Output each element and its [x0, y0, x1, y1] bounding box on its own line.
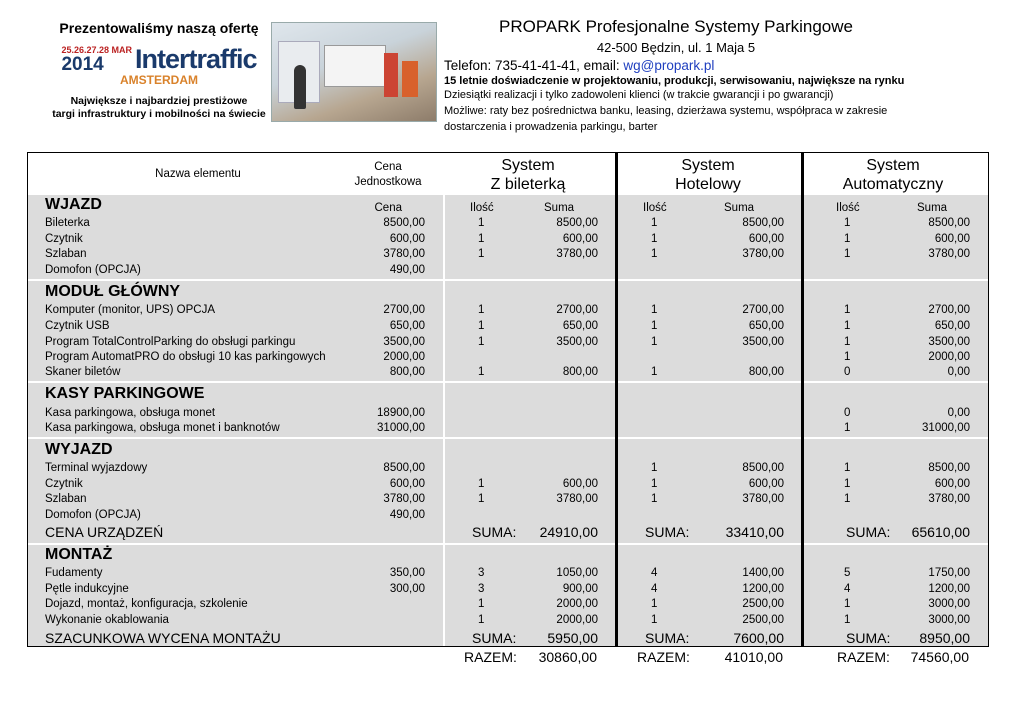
installation-total-suma-2: SUMA:: [645, 630, 690, 646]
item-name: Pętle indukcyjne: [45, 583, 129, 595]
company-info: [444, 17, 984, 135]
subheader-sum-3: Suma: [917, 202, 948, 214]
qty-ticket: 1: [478, 217, 485, 229]
section-title-modul: MODUŁ GŁÓWNY: [45, 283, 181, 300]
qty-ticket: 1: [478, 614, 485, 626]
item-name: Dojazd, montaż, konfiguracja, szkolenie: [45, 598, 248, 610]
sum-hotel: 2500,00: [742, 614, 784, 626]
sum-hotel: 3780,00: [742, 248, 784, 260]
unit-price: 600,00: [389, 233, 425, 245]
header-system-ticket: System Z bileterką: [490, 157, 566, 193]
unit-price: 8500,00: [383, 217, 425, 229]
unit-price: 2000,00: [383, 351, 425, 363]
item-name: Czytnik: [45, 478, 83, 490]
unit-price: 800,00: [389, 366, 425, 378]
price-table: [27, 152, 989, 647]
unit-price: 31000,00: [377, 422, 425, 434]
item-name: Fudamenty: [45, 567, 103, 579]
qty-auto: 1: [844, 304, 851, 316]
item-name: Domofon (OPCJA): [45, 264, 141, 276]
equipment-total-value-3: 65610,00: [911, 524, 970, 540]
sum-ticket: 800,00: [562, 366, 598, 378]
qty-hotel: 1: [651, 248, 658, 260]
sum-auto: 600,00: [934, 478, 970, 490]
qty-auto: 1: [844, 422, 851, 434]
header-system-hotel: System Hotelowy: [675, 157, 741, 193]
sum-ticket: 3780,00: [556, 248, 598, 260]
equipment-total-value-1: 24910,00: [539, 524, 598, 540]
qty-auto: 0: [844, 407, 851, 419]
item-name: Program AutomatPRO do obsługi 10 kas parkingowych: [45, 351, 326, 363]
equipment-total-label: CENA URZĄDZEŃ: [45, 524, 164, 540]
item-name: Skaner biletów: [45, 366, 121, 378]
qty-auto: 1: [844, 248, 851, 260]
sum-auto: 0,00: [947, 407, 970, 419]
subheader-qty-1: Ilość: [470, 202, 494, 214]
header-unit-price-1: Cena: [374, 161, 402, 173]
grand-total-value-1: 30860,00: [538, 649, 597, 665]
qty-ticket: 3: [478, 567, 485, 579]
sum-ticket: 1050,00: [556, 567, 598, 579]
sum-hotel: 3500,00: [742, 336, 784, 348]
qty-hotel: 4: [651, 567, 658, 579]
section-title-wjazd: WJAZD: [45, 196, 102, 213]
sum-hotel: 600,00: [748, 233, 784, 245]
installation-total-value-1: 5950,00: [547, 630, 598, 646]
section-title-montaz: MONTAŻ: [45, 546, 113, 563]
qty-auto: 4: [844, 583, 851, 595]
sum-auto: 3500,00: [928, 336, 970, 348]
sum-ticket: 600,00: [562, 233, 598, 245]
item-name: Terminal wyjazdowy: [45, 462, 148, 474]
grand-total-label-3: RAZEM:: [837, 649, 890, 665]
intertraffic-banner: [48, 18, 270, 130]
banner-logo: [48, 44, 270, 75]
sum-auto: 3780,00: [928, 493, 970, 505]
sum-hotel: 600,00: [748, 478, 784, 490]
qty-hotel: 1: [651, 462, 658, 474]
qty-hotel: 1: [651, 478, 658, 490]
banner-tagline-2: targi infrastruktury i mobilności na świecie: [52, 108, 266, 120]
qty-hotel: 1: [651, 493, 658, 505]
company-name: PROPARK Profesjonalne Systemy Parkingowe: [498, 17, 853, 36]
item-name: Kasa parkingowa, obsługa monet i banknotów: [45, 422, 280, 434]
sum-ticket: 600,00: [562, 478, 598, 490]
item-name: Wykonanie okablowania: [45, 614, 169, 626]
sum-auto: 31000,00: [922, 422, 970, 434]
qty-hotel: 1: [651, 233, 658, 245]
qty-ticket: 1: [478, 493, 485, 505]
qty-hotel: 1: [651, 320, 658, 332]
unit-price: 350,00: [389, 567, 425, 579]
sum-auto: 650,00: [934, 320, 970, 332]
qty-auto: 1: [844, 598, 851, 610]
sum-ticket: 2000,00: [556, 614, 598, 626]
installation-total-label: SZACUNKOWA WYCENA MONTAŻU: [45, 630, 281, 646]
qty-hotel: 1: [651, 614, 658, 626]
header-system-auto: System Automatyczny: [842, 157, 944, 193]
banner-year: 2014: [61, 53, 104, 75]
sum-ticket: 3500,00: [556, 336, 598, 348]
qty-auto: 1: [844, 233, 851, 245]
installation-total-suma-1: SUMA:: [472, 630, 517, 646]
subheader-qty-2: Ilość: [643, 202, 667, 214]
separator-sys2-sys3: [801, 153, 804, 646]
header-element-name: Nazwa elementu: [155, 168, 241, 180]
header-unit-price-2: Jednostkowa: [354, 176, 422, 188]
equipment-total-suma-2: SUMA:: [645, 524, 690, 540]
sum-ticket: 2700,00: [556, 304, 598, 316]
qty-ticket: 1: [478, 478, 485, 490]
qty-ticket: 1: [478, 304, 485, 316]
sum-hotel: 650,00: [748, 320, 784, 332]
company-email-link[interactable]: wg@propark.pl: [623, 58, 715, 73]
item-name: Czytnik: [45, 233, 83, 245]
qty-auto: 1: [844, 351, 851, 363]
qty-auto: 1: [844, 614, 851, 626]
company-address: 42-500 Będzin, ul. 1 Maja 5: [596, 40, 756, 55]
qty-auto: 1: [844, 478, 851, 490]
subheader-price: Cena: [374, 202, 402, 214]
separator-sys1-sys2: [615, 153, 618, 646]
banner-brand: Intertraffic: [135, 44, 257, 74]
qty-auto: 5: [844, 567, 851, 579]
banner-tagline-1: Największe i najbardziej prestiżowe: [70, 95, 248, 107]
equipment-total-suma-1: SUMA:: [472, 524, 517, 540]
grand-total-value-3: 74560,00: [910, 649, 969, 665]
sum-hotel: 2700,00: [742, 304, 784, 316]
qty-auto: 1: [844, 462, 851, 474]
unit-price: 3780,00: [383, 248, 425, 260]
qty-hotel: 4: [651, 583, 658, 595]
sum-auto: 8500,00: [928, 217, 970, 229]
qty-ticket: 1: [478, 336, 485, 348]
item-name: Czytnik USB: [45, 320, 110, 332]
qty-auto: 0: [844, 366, 851, 378]
unit-price: 600,00: [389, 478, 425, 490]
subheader-sum-2: Suma: [724, 202, 755, 214]
qty-auto: 1: [844, 336, 851, 348]
banner-city: AMSTERDAM: [120, 73, 198, 87]
unit-price: 490,00: [389, 264, 425, 276]
sum-auto: 2700,00: [928, 304, 970, 316]
sum-hotel: 1200,00: [742, 583, 784, 595]
sum-auto: 3780,00: [928, 248, 970, 260]
sum-auto: 1750,00: [928, 567, 970, 579]
item-name: Komputer (monitor, UPS) OPCJA: [45, 304, 215, 316]
grand-total-label-1: RAZEM:: [464, 649, 517, 665]
sum-auto: 1200,00: [928, 583, 970, 595]
qty-auto: 1: [844, 493, 851, 505]
qty-hotel: 1: [651, 598, 658, 610]
sum-auto: 3000,00: [928, 614, 970, 626]
banner-headline: Prezentowaliśmy naszą ofertę: [59, 20, 259, 36]
grand-total-value-2: 41010,00: [724, 649, 783, 665]
sum-hotel: 1400,00: [742, 567, 784, 579]
company-possibilities-2: dostarczenia i prowadzenia parkingu, barter: [444, 121, 658, 133]
qty-auto: 1: [844, 320, 851, 332]
qty-hotel: 1: [651, 304, 658, 316]
company-experience: 15 letnie doświadczenie w projektowaniu, produkcji, serwisowaniu, największe na rynku: [444, 75, 905, 87]
unit-price: 2700,00: [383, 304, 425, 316]
qty-auto: 1: [844, 217, 851, 229]
item-name: Szlaban: [45, 493, 87, 505]
sum-ticket: 900,00: [562, 583, 598, 595]
sum-auto: 0,00: [947, 366, 970, 378]
sum-hotel: 2500,00: [742, 598, 784, 610]
item-name: Program TotalControlParking do obsługi parkingu: [45, 336, 296, 348]
unit-price: 490,00: [389, 509, 425, 521]
equipment-total-value-2: 33410,00: [725, 524, 784, 540]
trade-fair-photo: [271, 22, 437, 122]
qty-hotel: 1: [651, 336, 658, 348]
company-contact: [444, 58, 984, 73]
sum-ticket: 650,00: [562, 320, 598, 332]
sum-ticket: 8500,00: [556, 217, 598, 229]
sum-auto: 600,00: [934, 233, 970, 245]
company-realizations: Dziesiątki realizacji i tylko zadowoleni klienci (w trakcie gwarancji i po gwarancji): [444, 89, 834, 101]
installation-total-value-2: 7600,00: [733, 630, 784, 646]
sum-auto: 8500,00: [928, 462, 970, 474]
unit-price: 3780,00: [383, 493, 425, 505]
company-possibilities-1: Możliwe: raty bez pośrednictwa banku, leasing, dzierżawa systemu, współpraca w zakresie: [444, 105, 888, 117]
section-title-kasy: KASY PARKINGOWE: [45, 385, 205, 402]
subheader-sum-1: Suma: [544, 202, 575, 214]
sum-hotel: 8500,00: [742, 217, 784, 229]
sum-hotel: 800,00: [748, 366, 784, 378]
qty-ticket: 1: [478, 598, 485, 610]
unit-price: 300,00: [389, 583, 425, 595]
qty-hotel: 1: [651, 217, 658, 229]
installation-total-suma-3: SUMA:: [846, 630, 891, 646]
banner-dates: 25.26.27.28 MAR: [61, 44, 132, 55]
item-name: Domofon (OPCJA): [45, 509, 141, 521]
item-name: Szlaban: [45, 248, 87, 260]
sum-ticket: 3780,00: [556, 493, 598, 505]
subheader-qty-3: Ilość: [836, 202, 860, 214]
unit-price: 3500,00: [383, 336, 425, 348]
qty-ticket: 3: [478, 583, 485, 595]
section-title-wyjazd: WYJAZD: [45, 441, 113, 458]
grand-total-label-2: RAZEM:: [637, 649, 690, 665]
sum-ticket: 2000,00: [556, 598, 598, 610]
qty-ticket: 1: [478, 366, 485, 378]
qty-ticket: 1: [478, 320, 485, 332]
unit-price: 8500,00: [383, 462, 425, 474]
sum-hotel: 8500,00: [742, 462, 784, 474]
sum-auto: 2000,00: [928, 351, 970, 363]
unit-price: 650,00: [389, 320, 425, 332]
sum-hotel: 3780,00: [742, 493, 784, 505]
sum-auto: 3000,00: [928, 598, 970, 610]
company-phone: Telefon: 735-41-41-41, email:: [444, 58, 624, 73]
item-name: Bileterka: [45, 217, 90, 229]
item-name: Kasa parkingowa, obsługa monet: [45, 407, 216, 419]
installation-total-value-3: 8950,00: [919, 630, 970, 646]
equipment-total-suma-3: SUMA:: [846, 524, 891, 540]
unit-price: 18900,00: [377, 407, 425, 419]
qty-ticket: 1: [478, 248, 485, 260]
qty-ticket: 1: [478, 233, 485, 245]
qty-hotel: 1: [651, 366, 658, 378]
